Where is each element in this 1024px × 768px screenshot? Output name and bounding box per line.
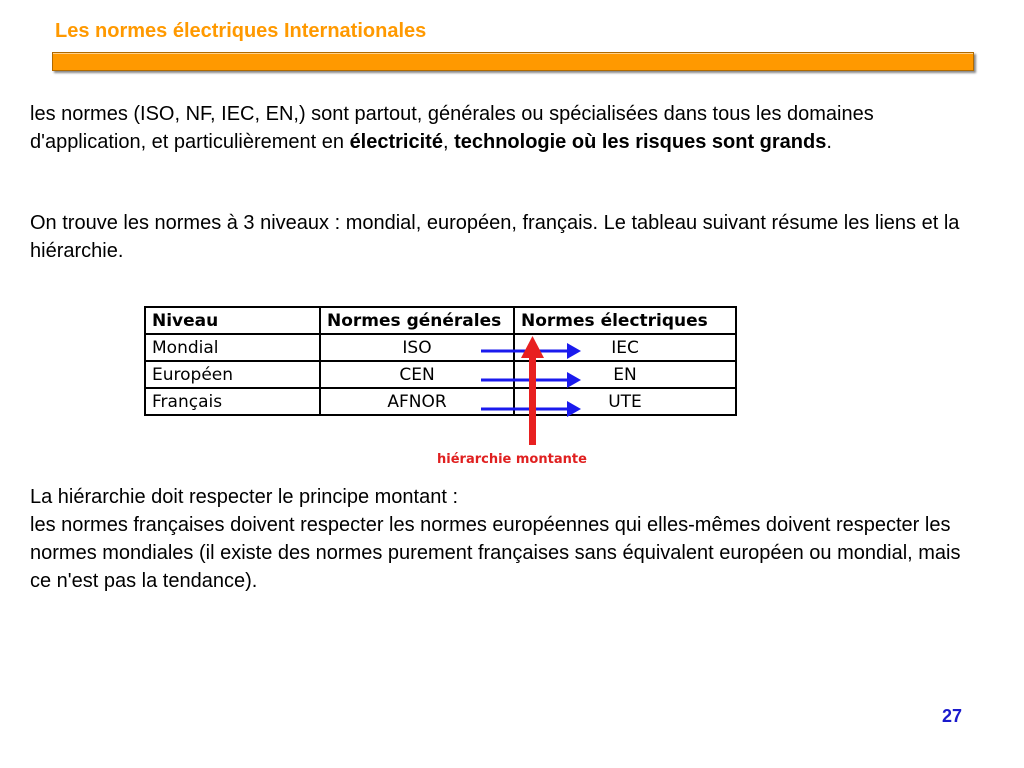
header-normes-electriques: Normes électriques <box>514 307 736 334</box>
cell-general-norm: CEN <box>320 361 514 388</box>
table-header-row <box>145 307 736 334</box>
intro-text: les normes (ISO, NF, IEC, EN,) sont partout, générales ou spécialisées dans tous les domaines d'application, et particulièrement en <box>30 103 874 153</box>
cell-general-norm: ISO <box>320 334 514 361</box>
cell-electric-norm: EN <box>514 361 736 388</box>
cell-level: Européen <box>145 361 320 388</box>
levels-paragraph: On trouve les normes à 3 niveaux : mondial, européen, français. Le tableau suivant résume les liens et la hiérarchie. <box>30 212 960 262</box>
intro-bold-electricite: électricité <box>349 131 443 153</box>
table-row <box>145 388 736 415</box>
header-normes-generales: Normes générales <box>320 307 514 334</box>
norms-table <box>144 306 737 416</box>
table-row <box>145 361 736 388</box>
cell-level: Mondial <box>145 334 320 361</box>
cell-general-norm: AFNOR <box>320 388 514 415</box>
cell-electric-norm: IEC <box>514 334 736 361</box>
principle-line1: La hiérarchie doit respecter le principe montant : <box>30 486 459 508</box>
table-row <box>145 334 736 361</box>
slide-title: Les normes électriques Internationales <box>55 20 427 42</box>
hierarchy-label: hiérarchie montante <box>437 452 587 467</box>
intro-paragraph <box>30 100 970 156</box>
principle-paragraph <box>30 483 970 595</box>
cell-level: Français <box>145 388 320 415</box>
principle-line2: les normes françaises doivent respecter les normes européennes qui elles-mêmes doivent respecter les normes mondiales (il existe des normes purement françaises sans équivalent européen ou mondial, mais ce n'est pas la tendance). <box>30 514 961 592</box>
intro-end: . <box>826 131 832 153</box>
page-number: 27 <box>941 706 962 726</box>
intro-bold-risques: technologie où les risques sont grands <box>454 131 827 153</box>
cell-electric-norm: UTE <box>514 388 736 415</box>
intro-separator: , <box>442 131 455 153</box>
header-niveau: Niveau <box>145 307 320 334</box>
title-underline-bar <box>52 52 974 71</box>
